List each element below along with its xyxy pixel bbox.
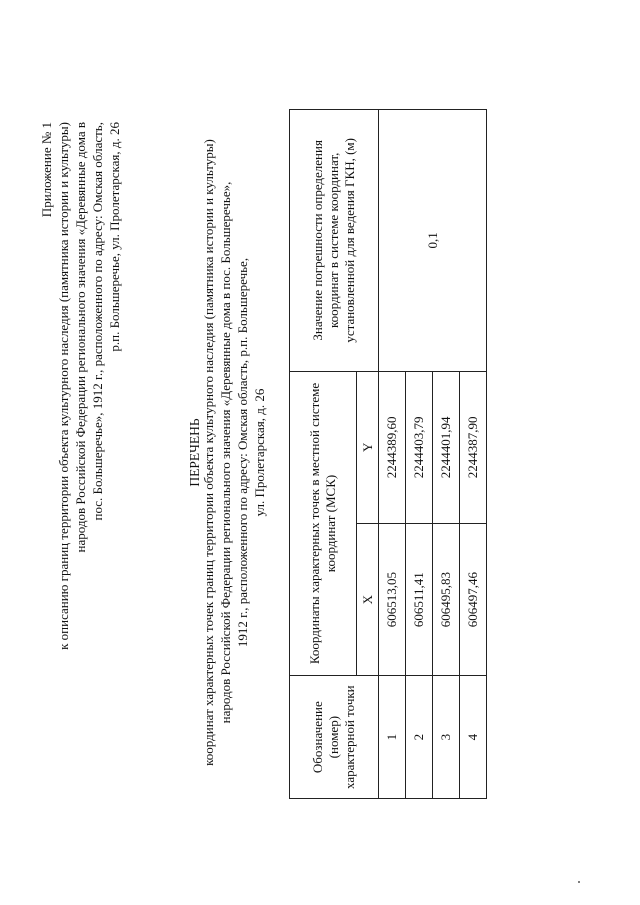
cell-y: 2244403,79: [406, 371, 433, 523]
cell-x: 606495,83: [433, 524, 460, 676]
header-y: Y: [357, 371, 379, 523]
cell-point: 2: [406, 676, 433, 799]
cell-accuracy: 0,1: [379, 110, 487, 372]
header-point: Обозначение (номер) характерной точки: [290, 676, 379, 799]
subtitle-line: народов Российской Федерации регионального значения «Деревянные дома в пос. Большеречье»,: [218, 181, 233, 724]
cell-point: 3: [433, 676, 460, 799]
cell-x: 606497,46: [460, 524, 487, 676]
table-header-row: [290, 110, 357, 799]
appendix-line: к описанию границ территории объекта культурного наследия (памятника истории и культуры): [56, 122, 71, 650]
cell-point: 4: [460, 676, 487, 799]
document-subtitle: [200, 0, 268, 905]
coordinates-table: [289, 109, 487, 799]
appendix-line: Приложение № 1: [39, 122, 54, 218]
header-accuracy: Значение погрешности определения координат в системе координат, установленной для ведения ГКН, (м): [290, 110, 379, 372]
subtitle-line: 1912 г., расположенного по адресу: Омская область, р.п. Большеречье,: [235, 257, 250, 648]
cell-x: 606513,05: [379, 524, 406, 676]
subtitle-line: ул. Пролетарская, д. 26: [252, 388, 267, 517]
subtitle-line: координат характерных точек границ территории объекта культурного наследия (памятника истории и культуры): [201, 139, 216, 766]
header-coordinates: Координаты характерных точек в местной системе координат (МСК): [290, 371, 357, 676]
document-title: ПЕРЕЧЕНЬ: [187, 418, 202, 487]
cell-x: 606511,41: [406, 524, 433, 676]
cell-y: 2244389,60: [379, 371, 406, 523]
appendix-line: пос. Большеречье», 1912 г., расположенного по адресу: Омская область,: [90, 122, 105, 521]
appendix-line: народов Российской Федерации регионального значения «Деревянные дома в: [73, 122, 88, 553]
cell-point: 1: [379, 676, 406, 799]
header-x: X: [357, 524, 379, 676]
table-row: [379, 110, 406, 799]
appendix-line: р.п. Большеречье, ул. Пролетарская, д. 26: [107, 122, 122, 352]
cell-y: 2244387,90: [460, 371, 487, 523]
appendix-header: [38, 122, 123, 842]
page-speck: [578, 881, 580, 883]
cell-y: 2244401,94: [433, 371, 460, 523]
